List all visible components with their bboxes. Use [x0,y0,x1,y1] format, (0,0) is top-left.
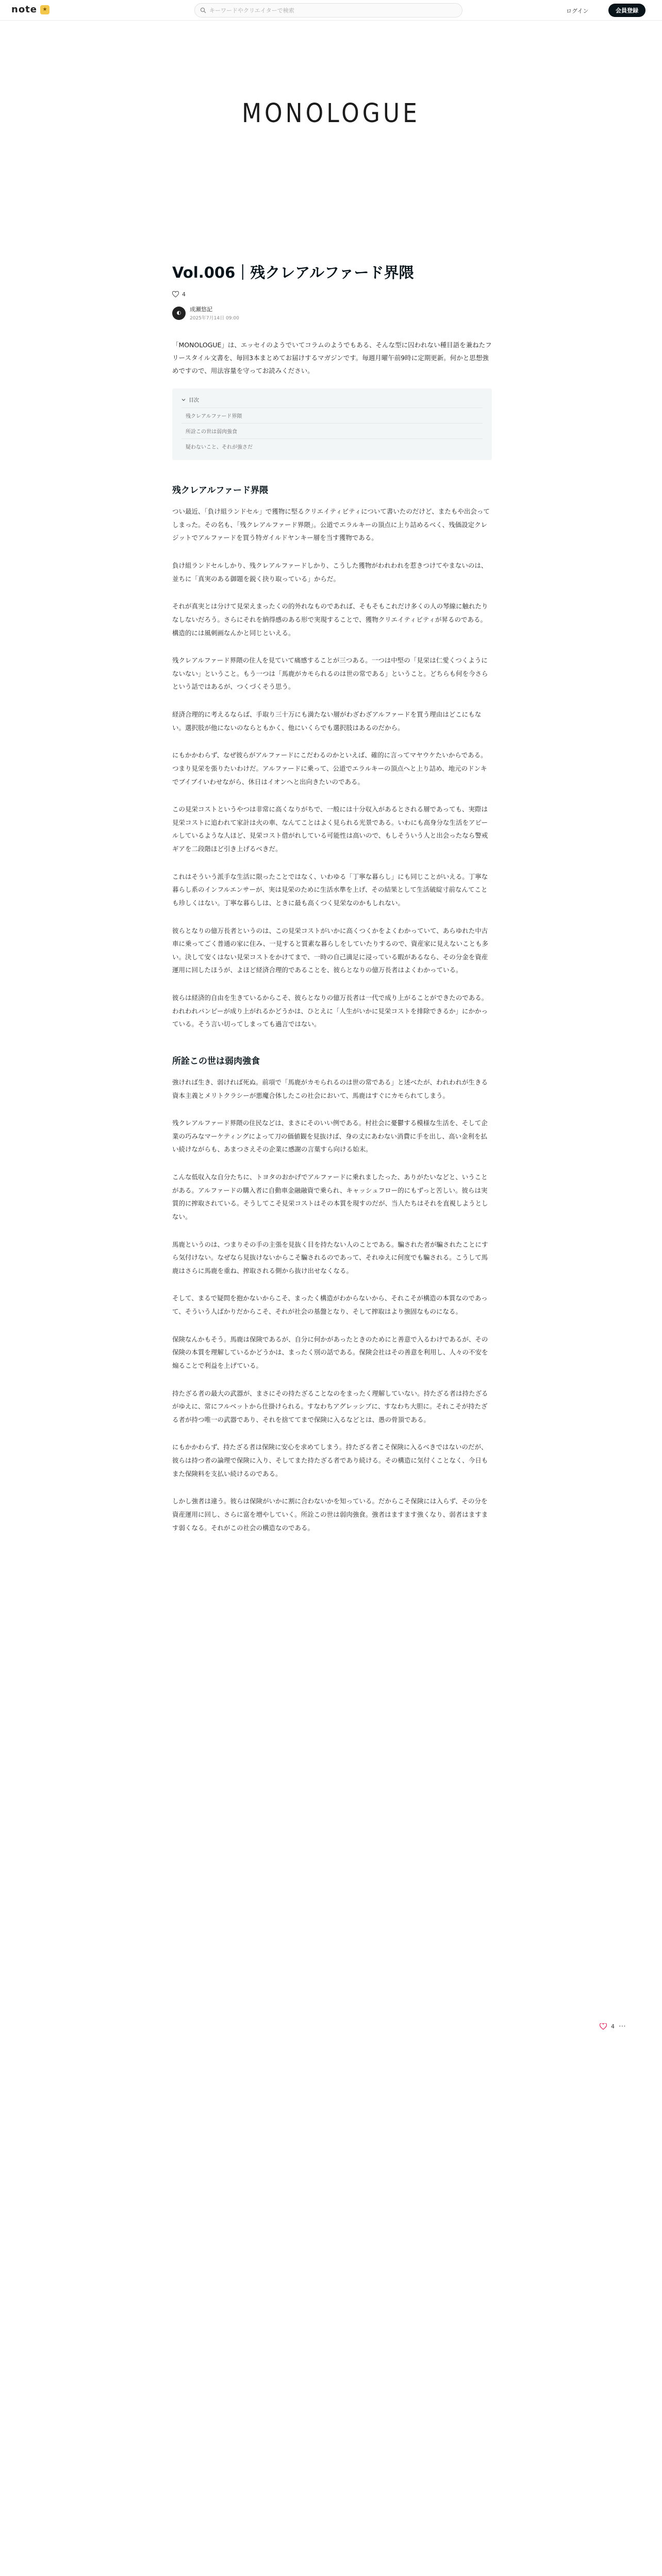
magazine-header-image [0,21,662,206]
paragraph: 彼らとなりの億万長者というのは、この見栄コストがいかに高くつくかをよくわかっていて、あらゆれた中古車に乗ってごく普通の家に住み、一見すると質素な暮らしをしていたりするので、資産家に見えないことも多い。決して安くはない見栄コストをかけてまで、一時の自己満足に浸っている暇があるなら、その分金を資産運用に回したほうが、よほど経済合理的であることを、彼らとなりの億万長者はよくわかっている。 [172,926,489,974]
floating-like-bar [600,2022,626,2030]
search-box[interactable] [194,3,462,18]
note-logo[interactable] [11,4,49,15]
article-intro: 「MONOLOGUE」は、エッセイのようでいてコラムのようでもある、そんな型に囚われない種目語を兼ねたフリースタイル文書を、毎回3本まとめてお届けするマガジンです。毎週月曜午前9時に定期更新。何かと思想強めですので、用法容量を守ってお読みください。 [172,341,492,375]
paragraph: 強ければ生き、弱ければ死ぬ。前項で「馬鹿がカモられるのは世の常である」と述べたが、われわれが生きる資本主義とメリトクラシーが悪魔合体したこの社会において、馬鹿はすぐにカモられてしまう。 [172,1078,488,1099]
table-of-contents [172,388,492,460]
paragraph: こんな低収入な自分たちに、トヨタのおかげでアルファードに乗れましたった、ありがたいなどと、いうことがある。アルファードの購入者に自動車金融融資で乗られ、キャッシュフロー的にもずっと苦しい。彼らは実質的に搾取されている。そうしてこそ見栄コストはその本質を現すのだが、当人たちはそれを直視しようとしない。 [172,1173,488,1221]
login-button[interactable]: ログイン [566,8,589,14]
toc-label: 目次 [189,398,199,404]
floating-like-count: 4 [611,2023,615,2030]
paragraph: この見栄コストというやつは非常に高くなりがちで、一般には十分収入があるとされる層であっても、実際は見栄コストに追われて家計は火の車、なんてことはよく見られる光景である。いわにも高身分な生活をアピールしているような人ほど、見栄コスト借がれしている可能性は高いので、もしそういう人と出会ったなら警戒ギアを二段階ほど引き上げるべきだ。 [172,805,488,853]
paragraph: そして、まるで疑問を抱かないからこそ、まったく構造がわからないから、それこそが構造の本質なのであって、そういう人ばかりだからこそ、それが社会の基盤となり、そして搾取はより強固なものになる。 [172,1294,488,1316]
magazine-title: MONOLOGUE [242,98,420,129]
paragraph: しかし強者は違う。彼らは保険がいかに割に合わないかを知っている。だからこそ保険には入らず、その分を資産運用に回し、さらに富を増やしていく。所詮この世は弱肉強食。強者はますます強くなり、弱者はますます弱くなる。それがこの社会の構造なのである。 [172,1497,488,1532]
search-icon [200,7,206,13]
article-section [172,1054,492,1534]
avatar[interactable]: ◐ [172,307,186,320]
paragraph: 保険なんかもそう。馬鹿は保険であるが、自分に何かがあったときのためにと善意で入るわけであるが、その保険の本質を理解しているかどうかは、まったく別の話である。保険会社はその善意を利用し、人々の不安を煽ることで利益を上げている。 [172,1335,488,1369]
heart-icon[interactable] [172,291,179,298]
toc-header[interactable] [181,396,483,403]
toc-item[interactable]: 所詮この世は弱肉強食 [181,423,483,438]
paragraph: にもかかわらず、なぜ彼らがアルファードにこだわるのかといえば、確的に言ってマヤウケたいからである。つまり見栄を張りたいわけだ。アルファードに乗って、公道でエラルキーの頂点へと上り詰め、地元のドンキでブイブイいわせながら、休日はイオンへと出向きたいのである。 [172,751,487,786]
article-section [172,483,492,1031]
paragraph: これはそういう派手な生活に限ったことではなく、いわゆる「丁寧な暮らし」にも同じことがいえる。丁寧な暮らし系のインフルエンサーが、実は見栄のために生活水準を上げ、その結果として生活破綻寸前なんてことも珍しくはない。丁寧な暮らしは、ときに最も高くつく見栄なのかもしれない。 [172,872,488,907]
author-name[interactable]: 成瀬悠記 [190,306,212,313]
paragraph: それが真実とは分けて見栄えまったくの的外れなものであれば、そもそもこれだけ多くの人の琴線に触れたりなしないだろう。さらにそれを納得感のある形で実現することで、獲物クリエイティビティが昇るのである。構造的には風刺画なんかと同じといえる。 [172,602,488,637]
logo-text: note [11,4,37,15]
author-block[interactable] [172,305,492,321]
paragraph: 持たざる者の最大の武器が、まさにその持たざることなのをまったく理解していない。持たざる者は持たざるがゆえに、常にフルベットから仕掛けられる。すなわちアグレッシブに、すなわち大胆に。それこそが持たざる者が持つ唯一の武器であり、それを捨ててまで保険に入るなどとは、愚の骨頂である。 [172,1389,488,1423]
paragraph: つい最近、「負け組ランドセル」で獲物に堅るクリエイティビティについて書いたのだけど、またもや出会ってしまった。その名も、「残クレアルファード界隈」。公道でエラルキーの頂点に上り詰めるべく、残価設定クレジットでアルファードを買う特ガイルドヤンキー層を当す獲物である。 [172,507,490,542]
paragraph: 負け組ランドセルしかり、残クレアルファードしかり、こうした獲物がわれわれを惹きつけてやまないのは、並ちに「真実のある御題を鋭く抉り取っている」からだ。 [172,562,488,583]
like-row [172,291,492,298]
floating-heart-icon[interactable] [600,2023,607,2030]
paragraph: 経済合理的に考えるならば、手取り三十万にも満たない層がわざわざアルファードを買う理由はどこにもない。選択肢が他にないのならともかく、他にいくらでも選択肢はあるのだから。 [172,710,482,732]
search-input[interactable] [209,7,457,14]
toc-toggle-icon [181,398,186,402]
mascot-icon: ★ [40,5,49,14]
more-options-icon[interactable]: ⋯ [619,2022,626,2030]
like-count: 4 [182,291,186,298]
toc-item[interactable]: 残クレアルファード界隈 [181,408,483,423]
paragraph: 残クレアルファード界隈の住民などは、まさにそのいい例である。村社会に憂鬱する模様な生活を、そして企業の巧みなマーケティングによって刀の価値観を見抜けば、身の丈にあわない消費に手を出し、高い金利を払い続けながらも、あまつさえその企業に感謝の言葉すら向ける始末。 [172,1119,488,1154]
signup-button[interactable]: 会員登録 [608,4,646,17]
article-title: Vol.006｜残クレアルファード界隈 [172,264,414,281]
paragraph: 彼らは経済的自由を生きているからこそ、彼らとなりの億万長者は一代で成り上がることができたのである。われわれパンピーが成り上がれるかどうかは、ひとえに「人生がいかに見栄コストを排除できるか」にかかっている。そう言い切ってしまっても過言ではない。 [172,994,488,1028]
paragraph: 残クレアルファード界隈の住人を見ていて痛感することが三つある。一つは中堅の「見栄は仁愛くつくようにないない」ということ。もう一つは「馬鹿がカモられるのは世の常である」ということ。どちらも何を今さらという話ではあるが、つくづくそう思う。 [172,656,488,691]
paragraph: にもかかわらず、持たざる者は保険に安心を求めてしまう。持たざる者こそ保険に入るべきではないのだが、彼らは持つ者の論理で保険に入り、そしてまた持たざる者であり続ける。その構造に気付くことなく、今日もまた保険料を支払い続けるのである。 [172,1443,488,1478]
section-heading: 残クレアルファード界隈 [172,485,268,496]
publish-date: 2025年7月14日 09:00 [190,316,239,321]
site-header [0,0,662,21]
section-heading: 所詮この世は弱肉強食 [172,1056,260,1066]
author-info [190,305,239,321]
paragraph: 馬鹿というのは、つまりその手の主張を見抜く目を持たない人のことである。騙された者が騙されたことにすら気付けない。なぜなら見抜けないからこそ騙されるのであって、それゆえに何度でも騙される。こうして馬鹿はさらに馬鹿を重ね、搾取される側から抜け出せなくなる。 [172,1240,488,1275]
article [172,263,492,1549]
toc-item[interactable]: 疑わないこと、それが強さだ [181,438,483,454]
